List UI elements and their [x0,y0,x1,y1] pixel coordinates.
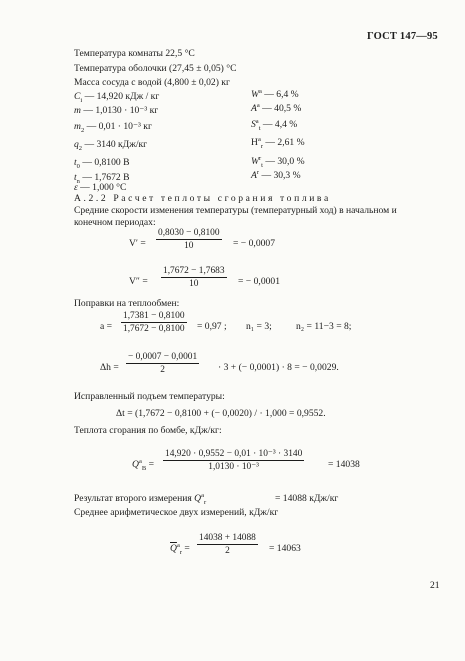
v2-numerator: 1,7672 − 1,7683 [163,266,225,276]
param-w2: $W^r_t$ — 30,0 % [251,154,305,169]
bomb-result: = 14038 [328,459,360,470]
bomb-label: Теплота сгорания по бомбе, кДж/кг: [74,425,222,436]
vessel-mass: Масса сосуда с водой (4,800 ± 0,02) кг [74,77,230,88]
param-q2: $q_2$ — 3140 кДж/кг [74,139,148,152]
room-temperature: Температура комнаты 22,5 °С [74,48,195,59]
speeds-intro-cont: конечном периодах: [74,217,156,228]
corrections-label: Поправки на теплообмен: [74,298,180,309]
dh-lhs: Δh = [100,362,119,373]
a-numerator: 1,7381 − 0,8100 [123,311,185,321]
v1-result: = − 0,0007 [233,238,276,249]
mean-lhs: $\overline{Q}^a_r$ = [170,541,190,556]
section-title: А.2.2 Расчет теплоты сгорания топлива [74,193,331,204]
param-a: $A^a$ — 40,5 % [251,101,302,114]
shell-temperature: Температура оболочки (27,45 ± 0,05) °С [74,63,237,74]
second-measurement-label: Результат второго измерения $Q^a_r$ [74,491,207,506]
bomb-numerator: 14,920 · 0,9552 − 0,01 · 10⁻³ · 3140 [165,449,303,459]
v2-denominator: 10 [189,279,199,289]
param-a2: $A^r$ — 30,3 % [251,168,301,181]
a-lhs: a = [100,321,113,332]
mean-result: = 14063 [269,543,301,554]
v1-lhs: V′ = [129,238,146,249]
mean-fraction [197,533,258,557]
mean-numerator: 14038 + 14088 [199,533,256,543]
param-h: $H^a_r$ — 2,61 % [251,135,305,150]
param-m2: $m_2$ — 0,01 · 10⁻³ кг [74,121,152,134]
n1-value: n₁ = 3; [246,321,272,332]
v1-numerator: 0,8030 − 0,8100 [158,228,220,238]
param-m: m — 1,0130 · 10⁻³ кг [74,105,159,116]
param-t0: $t_0$ — 0,8100 В [74,157,130,170]
a-denominator: 1,7672 − 0,8100 [123,324,185,334]
v2-fraction [161,266,227,290]
param-tn: $t_n$ — 1,7672 В [74,172,130,185]
param-eps: ε — 1,000 °С [74,182,127,193]
bomb-fraction [163,449,304,473]
dh-denominator: 2 [160,365,165,375]
corrected-rise-equation: Δt = (1,7672 − 0,8100 + (− 0,0020) / · 1,000 = 0,9552. [116,408,326,419]
n2-value: n₂ = 11−3 = 8; [296,321,352,332]
mean-denominator: 2 [225,546,230,556]
speeds-intro: Средние скорости изменения температуры (температурный ход) в начальном и [74,205,397,216]
bomb-denominator: 1,0130 · 10⁻³ [208,462,259,472]
dh-numerator: − 0,0007 − 0,0001 [128,352,198,362]
param-c: $C_i$ — 14,920 кДж / кг [74,91,160,104]
a-fraction [121,311,187,335]
bomb-lhs: $Q^a_B$ = [132,457,154,472]
param-w: $W^a$ — 6,4 % [251,87,299,100]
dh-fraction [126,352,199,376]
page-number: 21 [430,580,440,591]
v1-denominator: 10 [184,241,194,251]
document-code: ГОСТ 147—95 [367,31,438,42]
param-s: $S^a_t$ — 4,4 % [251,117,298,132]
dh-rest: · 3 + (− 0,0001) · 8 = − 0,0029. [218,362,339,373]
v2-lhs: V″ = [129,276,148,287]
v1-fraction [156,228,222,252]
second-measurement-value: = 14088 кДж/кг [275,493,339,504]
a-result: = 0,97 ; [197,321,227,332]
mean-label: Среднее арифметическое двух измерений, кДж/кг [74,507,279,518]
v2-result: = − 0,0001 [238,276,281,287]
corrected-rise-label: Исправленный подъем температуры: [74,391,225,402]
